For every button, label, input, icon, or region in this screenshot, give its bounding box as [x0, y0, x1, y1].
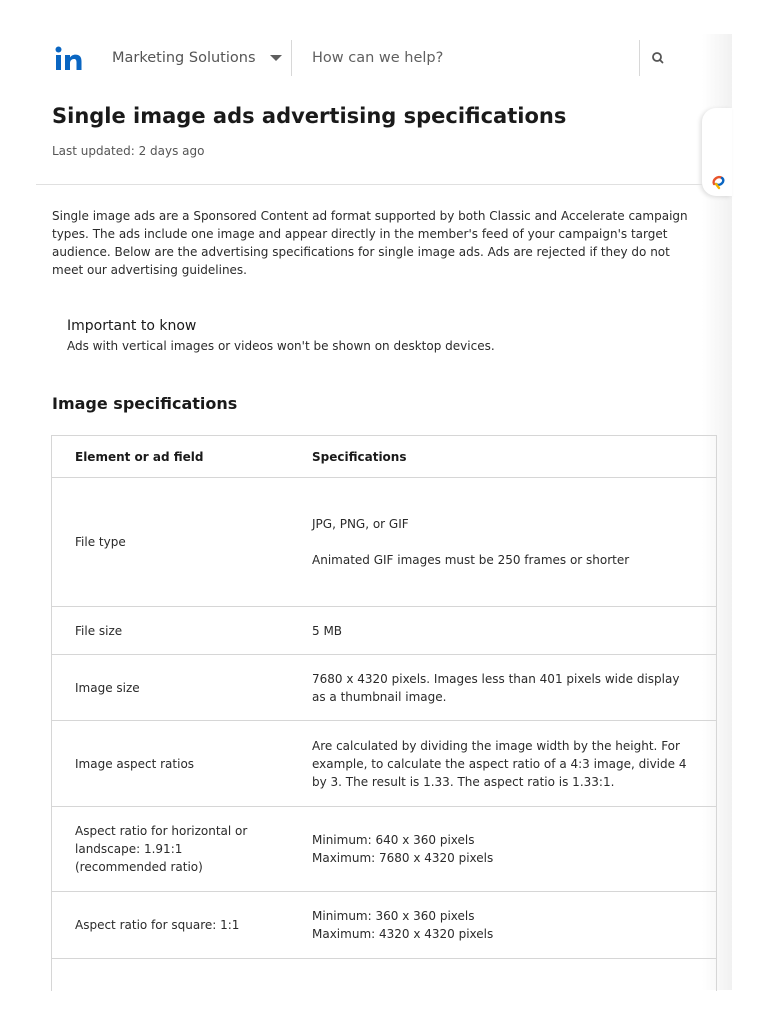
marketing-solutions-label: Marketing Solutions	[112, 50, 256, 66]
spec-cell	[289, 959, 717, 992]
spec-line: 7680 x 4320 pixels. Images less than 401 pixels wide display as a thumbnail image.	[312, 671, 680, 704]
header-divider-left	[291, 40, 292, 76]
table-row	[52, 655, 717, 721]
spec-line: Maximum: 7680 x 4320 pixels	[312, 851, 494, 865]
spec-line: Animated GIF images must be 250 frames or shorter	[312, 553, 630, 567]
spec-line: JPG, PNG, or GIF	[312, 517, 409, 531]
field-cell	[52, 959, 290, 992]
table-header-row	[52, 436, 717, 478]
site-header	[0, 0, 700, 100]
spec-cell	[289, 607, 717, 655]
search-input[interactable]	[304, 44, 640, 72]
helper-widget-icon[interactable]	[710, 172, 728, 190]
section-title: Image specifications	[52, 394, 238, 413]
search-button[interactable]	[648, 48, 668, 68]
column-header: Element or ad field	[52, 436, 290, 478]
spec-table	[51, 435, 717, 991]
spec-cell	[289, 478, 717, 607]
spec-line: Minimum: 360 x 360 pixels	[312, 909, 475, 923]
header-divider-right	[639, 40, 640, 76]
table-row	[52, 959, 717, 992]
spec-line: Maximum: 4320 x 4320 pixels	[312, 927, 494, 941]
page-title: Single image ads advertising specifications	[52, 104, 567, 128]
table-row	[52, 607, 717, 655]
intro-paragraph: Single image ads are a Sponsored Content ad format supported by both Classic and Accelerate campaign types. The ads include one image and appear directly in the member's feed of your campaign's target audience. Below are the advertising specifications for single image ads. Ads are rejected if they do not meet our advertising guidelines.	[52, 209, 688, 277]
spec-cell	[289, 721, 717, 807]
spec-cell	[289, 655, 717, 721]
spec-cell	[289, 892, 717, 959]
field-cell: File size	[52, 607, 290, 655]
note-body: Ads with vertical images or videos won't be shown on desktop devices.	[67, 339, 495, 353]
header-separator	[36, 184, 702, 185]
linkedin-logo-icon	[54, 44, 84, 72]
table-row	[52, 892, 717, 959]
field-cell: File type	[52, 478, 290, 607]
search-icon	[648, 48, 668, 68]
table-row	[52, 478, 717, 607]
note-title: Important to know	[67, 318, 197, 334]
helper-widget[interactable]	[702, 108, 732, 196]
field-cell: Aspect ratio for horizontal or landscape: 1.91:1 (recommended ratio)	[52, 807, 290, 892]
last-updated: Last updated: 2 days ago	[52, 144, 205, 158]
table-row	[52, 807, 717, 892]
spec-line: Minimum: 640 x 360 pixels	[312, 833, 475, 847]
table-row	[52, 721, 717, 807]
chevron-down-icon	[270, 55, 282, 61]
field-cell: Image size	[52, 655, 290, 721]
field-cell: Image aspect ratios	[52, 721, 290, 807]
field-cell: Aspect ratio for square: 1:1	[52, 892, 290, 959]
spec-line: 5 MB	[312, 623, 343, 638]
linkedin-logo[interactable]	[52, 42, 86, 74]
marketing-solutions-menu[interactable]	[112, 48, 282, 68]
spec-line: Are calculated by dividing the image width by the height. For example, to calculate the aspect ratio of a 4:3 image, divide 4 by 3. The result is 1.33. The aspect ratio is 1.33:1.	[312, 738, 687, 789]
spec-cell	[289, 807, 717, 892]
column-header: Specifications	[289, 436, 717, 478]
